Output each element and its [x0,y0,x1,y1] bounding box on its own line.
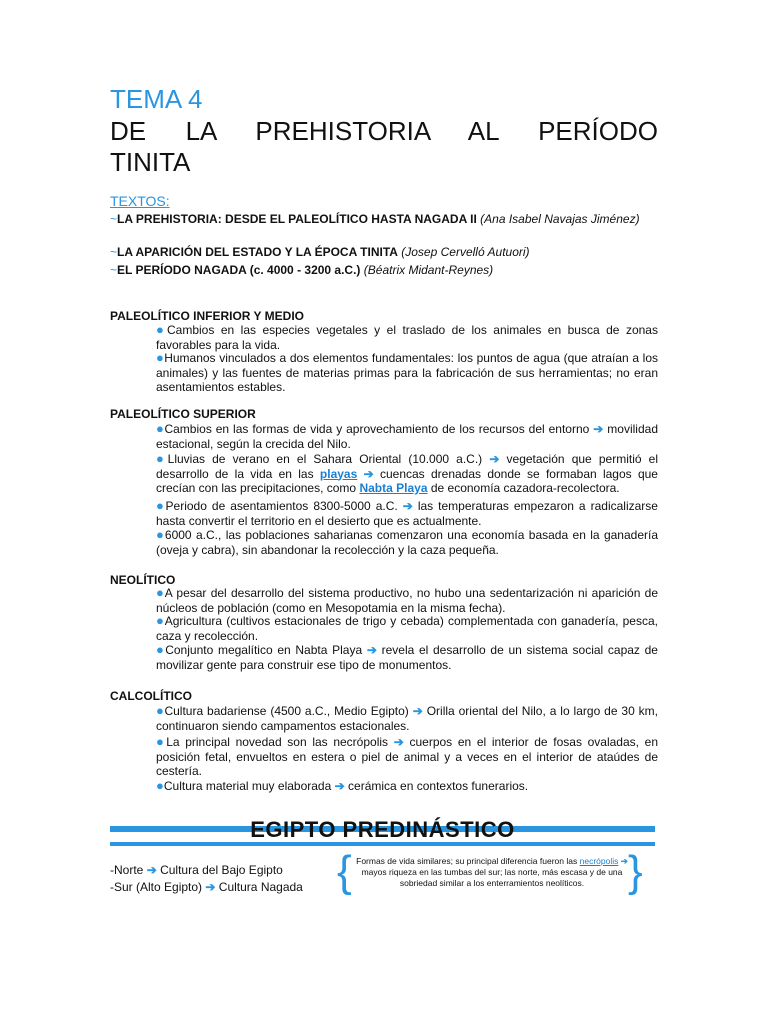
list-item: ●6000 a.C., las poblaciones saharianas comenzaron una economía basada en la ganadería (oveja y cabra), sin abandonar la recolección y la caza pequeña. [156,527,658,557]
right-arrow-icon: ➔ [363,466,374,481]
blue-dot-icon: ● [156,421,165,436]
section-title: PALEOLÍTICO INFERIOR Y MEDIO [110,309,305,323]
reference-1: ~LA PREHISTORIA: DESDE EL PALEOLÍTICO HASTA NAGADA II (Ana Isabel Navajas Jiménez) [110,212,640,226]
reference-title: EL PERÍODO NAGADA (c. 4000 - 3200 a.C.) [117,263,361,277]
list-item: ●Cultura material muy elaborada ➔ cerámica en contextos funerarios. [156,778,529,793]
reference-title: LA APARICIÓN DEL ESTADO Y LA ÉPOCA TINITA [117,245,398,259]
list-item: ●Cambios en las especies vegetales y el traslado de los animales en busca de zonas favorables para la vida. [156,322,658,352]
left-brace-icon: { [337,847,352,896]
reference-author: (Josep Cervelló Autuori) [401,245,530,259]
blue-dot-icon: ● [156,498,166,513]
list-item: ●Agricultura (cultivos estacionales de trigo y cebada) complementada con ganadería, pesca, caza y recolección. [156,613,658,643]
blue-dot-icon: ● [156,613,165,628]
right-arrow-icon: ➔ [402,499,413,513]
north-line: -Norte ➔ Cultura del Bajo Egipto [110,863,283,877]
blue-dot-icon: ● [156,585,165,600]
blue-dot-icon: ● [156,703,165,718]
section-title: CALCOLÍTICO [110,689,192,703]
necropolis-link[interactable]: necrópolis [579,856,619,866]
page-title: DE LA PREHISTORIA AL PERÍODO [110,116,658,146]
reference-title: LA PREHISTORIA: DESDE EL PALEOLÍTICO HASTA NAGADA II [117,212,477,226]
reference-author: (Béatrix Midant-Reynes) [363,263,494,277]
south-line: -Sur (Alto Egipto) ➔ Cultura Nagada [110,880,303,894]
list-item: ●Periodo de asentamientos 8300-5000 a.C. ➔ las temperaturas empezaron a radicalizarse hasta convertir el territorio en el desierto que es actualmente. [156,498,658,528]
right-arrow-icon: ➔ [393,735,404,749]
blue-dot-icon: ● [156,642,166,657]
section-title: NEOLÍTICO [110,573,176,587]
right-arrow-icon: ➔ [334,779,345,793]
blue-dot-icon: ● [156,778,164,793]
right-arrow-icon: ➔ [412,704,423,718]
right-arrow-icon: ➔ [620,856,628,866]
right-arrow-icon: ➔ [489,452,500,466]
right-arrow-icon: ➔ [593,422,604,436]
right-arrow-icon: ➔ [146,863,157,877]
right-arrow-icon: ➔ [366,643,377,657]
section-title: PALEOLÍTICO SUPERIOR [110,407,256,421]
list-item: ●Humanos vinculados a dos elementos fundamentales: los puntos de agua (que atraían a los animales) y las fuentes de materias primas para la fabricación de sus herramientas; no eran asentamientos estables. [156,350,658,394]
list-item: ●Cambios en las formas de vida y aprovechamiento de los recursos del entorno ➔ movilidad estacional, según la crecida del Nilo. [156,421,658,451]
list-item: ●La principal novedad son las necrópolis ➔ cuerpos en el interior de fosas ovaladas, en posición fetal, envueltos en estera o piel de animal y a veces en el interior de ataúdes de cestería. [156,734,659,778]
reference-3: ~EL PERÍODO NAGADA (c. 4000 - 3200 a.C.) (Béatrix Midant-Reynes) [110,263,494,277]
reference-2: ~LA APARICIÓN DEL ESTADO Y LA ÉPOCA TINITA (Josep Cervelló Autuori) [110,245,530,259]
note-box: Formas de vida similares; su principal diferencia fueron las necrópolis ➔ mayos riqueza en las tumbas del sur; las norte, más escasa y de una sobriedad similar a los enterramientos neolíticos. [356,856,628,888]
list-item: ●Cultura badariense (4500 a.C., Medio Egipto) ➔ Orilla oriental del Nilo, a lo largo de 30 km, continuaron siendo campamentos estacionales. [156,703,658,733]
reference-author: (Ana Isabel Navajas Jiménez) [480,212,640,226]
section-heading: EGIPTO PREDINÁSTICO [250,817,515,842]
nabta-playa-link[interactable]: Nabta Playa [359,481,428,495]
blue-dot-icon: ● [156,527,165,542]
blue-dot-icon: ● [156,451,168,466]
blue-dot-icon: ● [156,322,167,337]
texts-label: TEXTOS: [110,193,170,209]
right-arrow-icon: ➔ [205,880,216,894]
list-item: ●Lluvias de verano en el Sahara Oriental (10.000 a.C.) ➔ vegetación que permitió el desarrollo de la vida en las playas ➔ cuencas drenadas donde se formaban lagos que crecían con las precipitaciones, como Nabta Playa de economía cazadora-recolectora. [156,451,659,495]
playas-link[interactable]: playas [319,466,358,481]
list-item: ●Conjunto megalítico en Nabta Playa ➔ revela el desarrollo de un sistema social capaz de movilizar gente para construir ese tipo de monumentos. [156,642,658,672]
blue-dot-icon: ● [156,734,167,749]
blue-dot-icon: ● [156,350,165,365]
page-title-line2: TINITA [110,147,191,177]
topic-number: TEMA 4 [110,84,203,114]
right-brace-icon: } [628,847,643,896]
section-divider-bottom [110,842,655,846]
list-item: ●A pesar del desarrollo del sistema productivo, no hubo una sedentarización ni aparición de núcleos de población (como en Mesopotamia en la misma fecha). [156,585,658,615]
